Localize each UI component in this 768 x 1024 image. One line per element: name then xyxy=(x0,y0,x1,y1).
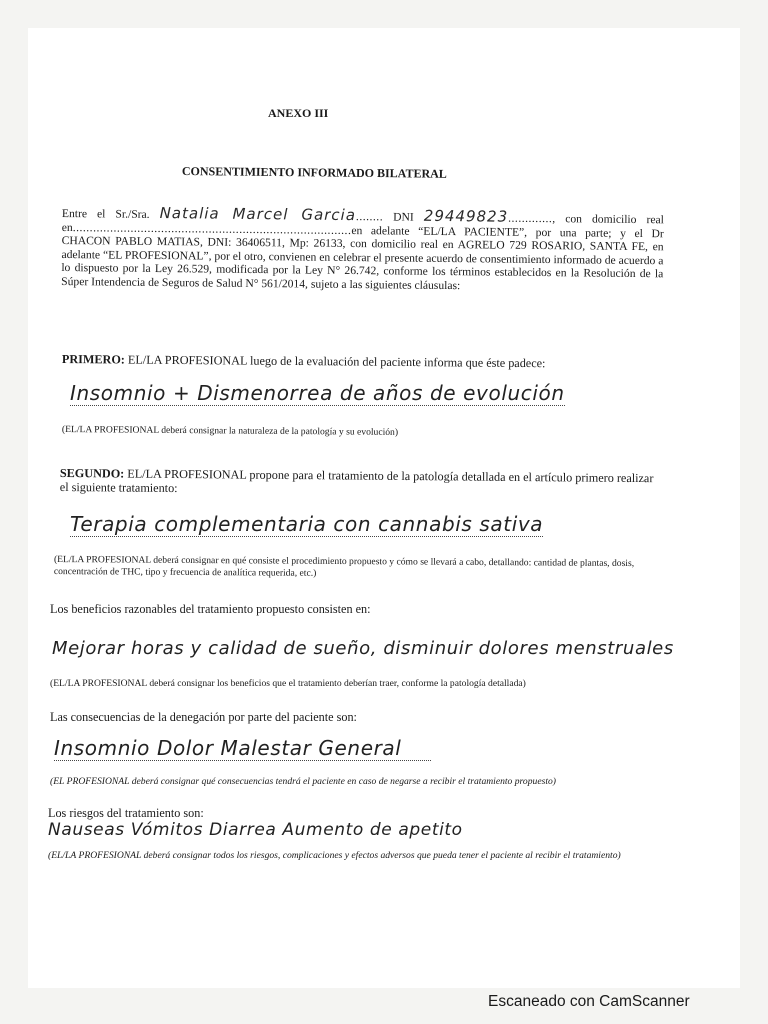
intro-after-dni: , con domicilio xyxy=(552,212,637,227)
document-title: CONSENTIMIENTO INFORMADO BILATERAL xyxy=(181,164,447,181)
primero-label: PRIMERO: xyxy=(61,352,125,367)
dot-leader: ........ xyxy=(355,210,384,224)
consecuencias-text: Las consecuencias de la denegación por parte del paciente son: xyxy=(50,710,357,724)
beneficios-text: Los beneficios razonables del tratamiento propuesto consisten en: xyxy=(50,602,371,616)
dot-leader: ............. xyxy=(508,211,553,226)
intro-paragraph xyxy=(61,206,664,295)
annex-label: ANEXO III xyxy=(268,106,329,120)
dni-label: DNI xyxy=(393,210,414,224)
segundo-clause xyxy=(60,466,664,499)
segundo-note: (EL/LA PROFESIONAL deberá consignar en qué consiste el procedimiento propuesto y cómo se llevará a cabo, detallando: cantidad de plantas, dosis, concentración de THC, tipo y frecuencia de analítica requerida, etc.) xyxy=(53,554,635,579)
consecuencias-handwritten: Insomnio Dolor Malestar General xyxy=(54,736,431,761)
riesgos-handwritten: Nauseas Vómitos Diarrea Aumento de apetito xyxy=(48,820,463,840)
segundo-handwritten: Terapia complementaria con cannabis sativa xyxy=(70,512,544,536)
patient-dni: 29449823 xyxy=(423,206,509,226)
beneficios-handwritten: Mejorar horas y calidad de sueño, disminuir dolores menstruales xyxy=(52,638,674,659)
patient-name: Natalia Marcel Garcia xyxy=(159,204,357,225)
address-prefix: real en xyxy=(61,213,664,234)
intro-body: en adelante “EL/LA PACIENTE”, por una parte; y el Dr CHACON PABLO MATIAS, DNI: 36406511, Mp: 26133, con domicilio real en AGRELO 729 ROSARIO, SANTA FE, en adelante “EL PROFESIONAL”, por el otro, convienen en celebrar el presente acuerdo de consentimiento informado de acuerdo a lo dispuesto por la Ley 26.529, modificada por la Ley N° 26.742, conforme los términos establecidos en la Resolución de la Súper Intendencia de Seguros de Salud N° 561/2014, sujeto a las siguientes cláusulas: xyxy=(61,223,664,293)
segundo-label: SEGUNDO: xyxy=(59,466,125,481)
dot-leader: .................................................................................. xyxy=(72,220,352,237)
primero-handwritten: Insomnio + Dismenorrea de años de evolución xyxy=(70,381,565,405)
beneficios-note: (EL/LA PROFESIONAL deberá consignar los beneficios que el tratamiento deberían traer, conforme la patología detallada) xyxy=(50,678,526,689)
consecuencias-note: (EL PROFESIONAL deberá consignar qué consecuencias tendrá el paciente en caso de negarse a recibir el tratamiento propuesto) xyxy=(50,776,556,787)
segundo-text: EL/LA PROFESIONAL propone para el tratamiento de la patología detallada en el artículo primero realizar el siguiente tratamiento: xyxy=(59,466,654,496)
camscanner-watermark: Escaneado con CamScanner xyxy=(488,993,690,1010)
intro-prefix: Entre el Sr./Sra. xyxy=(61,206,150,221)
riesgos-note: (EL/LA PROFESIONAL deberá consignar todos los riesgos, complicaciones y efectos adversos que pueda tener el paciente al recibir el tratamiento) xyxy=(48,850,621,861)
riesgos-text: Los riesgos del tratamiento son: xyxy=(48,806,204,820)
primero-note: (EL/LA PROFESIONAL deberá consignar la naturaleza de la patología y su evolución) xyxy=(61,424,399,438)
primero-text: EL/LA PROFESIONAL luego de la evaluación del paciente informa que éste padece: xyxy=(127,352,546,371)
